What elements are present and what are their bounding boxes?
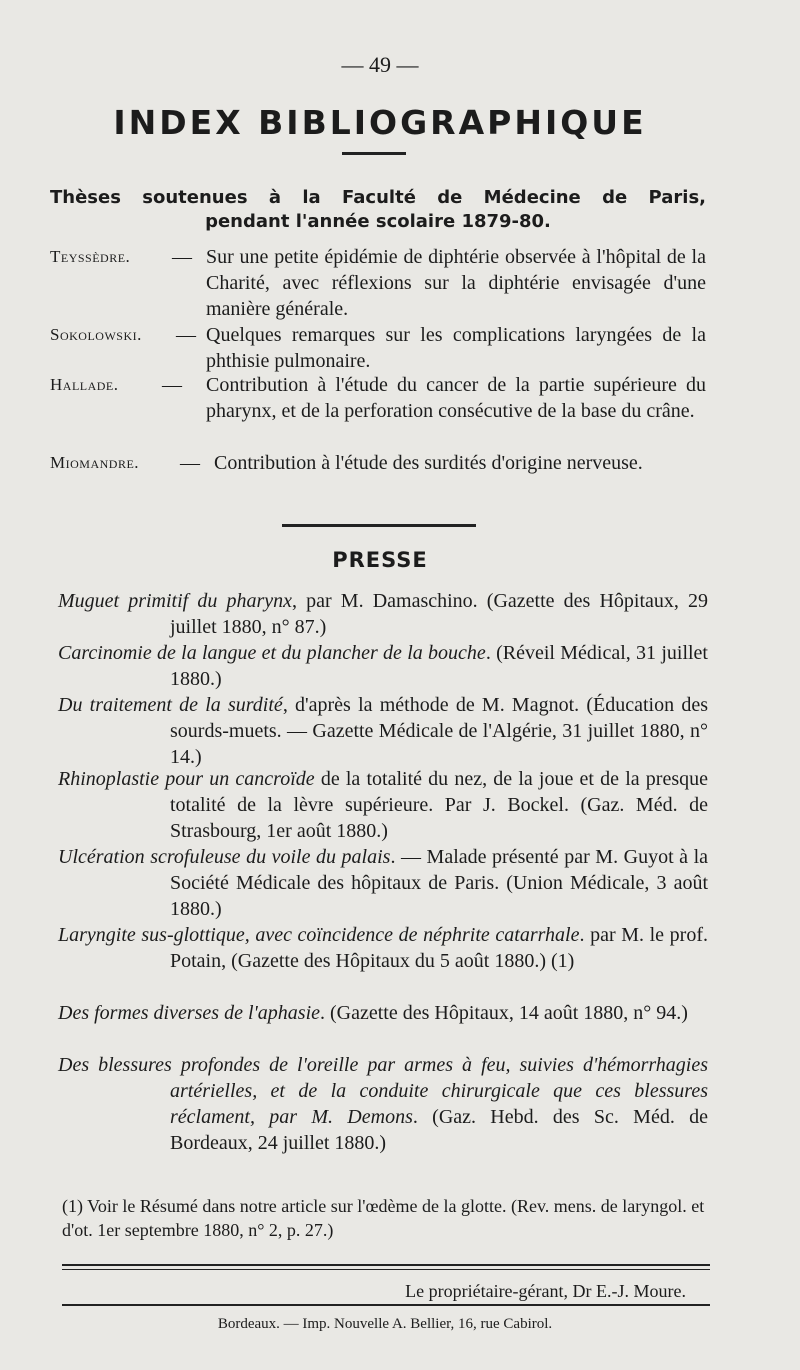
presse-item-title: Laryngite sus-glottique, avec coïncidence de néphrite catarrhale <box>58 924 580 946</box>
thesis-author: Hallade. <box>50 375 119 394</box>
footnote: (1) Voir le Résumé dans notre article sur l'œdème de la glotte. (Rev. mens. de laryngol. et d'ot. 1er septembre 1880, n° 2, p. 27.) <box>62 1196 705 1240</box>
page-number: — 49 — <box>341 52 419 77</box>
section-divider <box>282 524 476 527</box>
theses-heading <box>50 186 706 234</box>
presse-item-source: , par M. Damaschino. (Gazette des Hôpitaux, 29 juillet 1880, n° 87.) <box>170 590 708 638</box>
thesis-title: Quelques remarques sur les complications laryngées de la phthisie pulmonaire. <box>206 324 706 372</box>
thesis-entry <box>50 450 710 504</box>
thesis-author: Miomandre. <box>50 453 140 472</box>
presse-item-source: de la totalité du nez, de la joue et de la presque totalité de la lèvre supérieure. Par J. Bockel. (Gaz. Méd. de Strasbourg, 1er août 1880.) <box>170 768 708 842</box>
presse-item-source: . (Gazette des Hôpitaux, 14 août 1880, n° 94.) <box>320 1002 688 1024</box>
presse-item <box>58 1052 708 1156</box>
thesis-title: Contribution à l'étude des surdités d'origine nerveuse. <box>214 452 643 474</box>
presse-item <box>58 1000 708 1026</box>
thesis-dash: — <box>176 324 196 346</box>
presse-item-title: Rhinoplastie pour un cancroïde <box>58 768 315 790</box>
presse-item-source: . par M. le prof. Potain, (Gazette des Hôpitaux du 5 août 1880.) (1) <box>170 924 708 972</box>
thesis-dash: — <box>180 452 200 474</box>
thesis-dash: — <box>162 374 182 396</box>
imprint-rule <box>62 1304 710 1306</box>
presse-item <box>58 922 708 974</box>
thesis-entry <box>50 244 710 324</box>
title-underline <box>342 152 406 155</box>
thesis-entry <box>50 372 710 452</box>
presse-item-title: Ulcération scrofuleuse du voile du palais <box>58 846 391 868</box>
presse-item-title: Du traitement de la surdité <box>58 694 283 716</box>
thesis-author: Teyssèdre. <box>50 247 131 266</box>
presse-item-source: . (Réveil Médical, 31 juillet 1880.) <box>170 642 708 690</box>
thesis-dash: — <box>172 246 192 268</box>
thesis-entry <box>50 322 710 376</box>
presse-item-source: , d'après la méthode de M. Magnot. (Éducation des sourds-muets. — Gazette Médicale de l'Algérie, 31 juillet 1880, n° 14.) <box>170 694 708 768</box>
thesis-title: Sur une petite épidémie de diphtérie observée à l'hôpital de la Charité, avec réflexions sur la diphtérie envisagée d'une manière générale. <box>206 246 706 320</box>
footer-rule <box>62 1264 710 1266</box>
presse-item <box>58 692 708 770</box>
printer-imprint: Bordeaux. — Imp. Nouvelle A. Bellier, 16, rue Cabirol. <box>217 1316 553 1332</box>
theses-heading-line1: Thèses soutenues à la Faculté de Médecine de Paris, <box>50 187 706 208</box>
presse-item <box>58 588 708 640</box>
presse-item <box>58 766 708 844</box>
presse-heading: PRESSE <box>332 548 428 572</box>
presse-item-source: . — Malade présenté par M. Guyot à la Société Médicale des hôpitaux de Paris. (Union Médicale, 3 août 1880.) <box>170 846 709 920</box>
publisher-signature: Le propriétaire-gérant, Dr E.-J. Moure. <box>405 1281 686 1301</box>
presse-item <box>58 640 708 692</box>
presse-item-title: Carcinomie de la langue et du plancher de la bouche <box>58 642 486 664</box>
presse-item-source: . (Gaz. Hebd. des Sc. Méd. de Bordeaux, 24 juillet 1880.) <box>170 1106 709 1154</box>
presse-item-title: Muguet primitif du pharynx <box>58 590 293 612</box>
footer-rule <box>62 1269 710 1270</box>
presse-item-title: Des formes diverses de l'aphasie <box>58 1002 321 1024</box>
thesis-author: Sokolowski. <box>50 325 142 344</box>
presse-item-title: Des blessures profondes de l'oreille par armes à feu, suivies d'hémorrhagies artérielles, et de la conduite chirurgicale que ces blessures réclament, par M. Demons <box>58 1054 708 1128</box>
theses-heading-line2: pendant l'année scolaire 1879-80. <box>205 211 551 232</box>
presse-item <box>58 844 708 922</box>
thesis-title: Contribution à l'étude du cancer de la partie supérieure du pharynx, et de la perforation consécutive de la base du crâne. <box>206 374 706 422</box>
page-title: INDEX BIBLIOGRAPHIQUE <box>113 103 647 142</box>
